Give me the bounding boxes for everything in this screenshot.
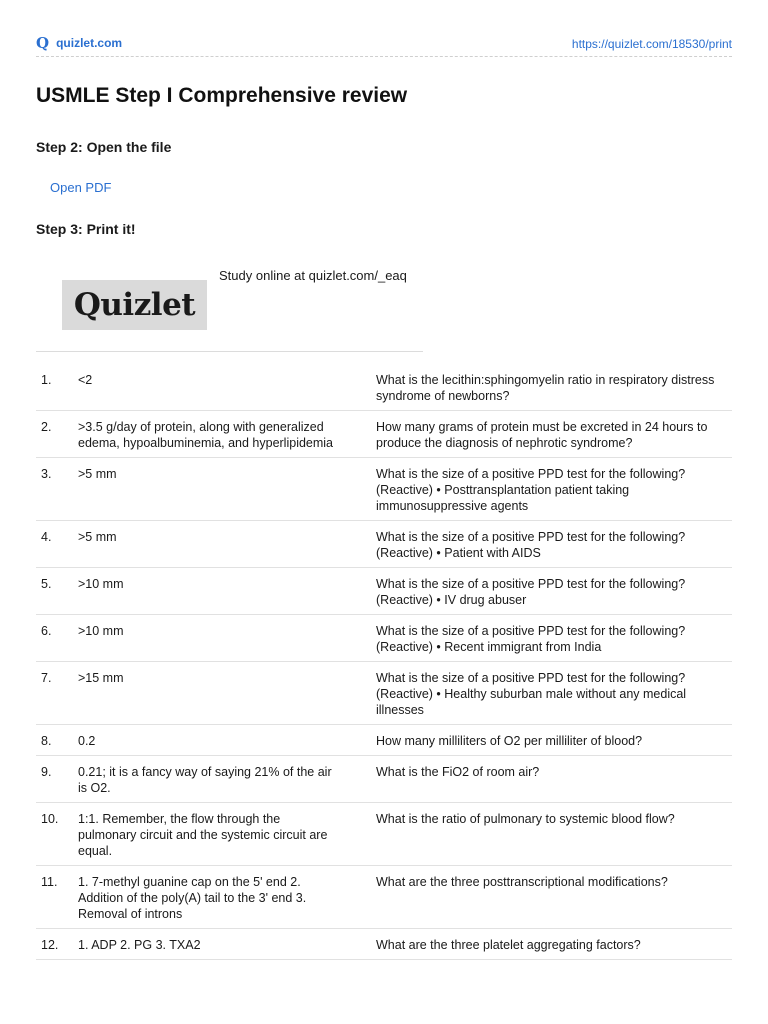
- card-definition: What is the size of a positive PPD test for the following? (Reactive) • Recent immigrant from India: [376, 624, 686, 654]
- card-number: 6.: [41, 624, 52, 638]
- card-number: 9.: [41, 765, 52, 779]
- card-definition: What are the three platelet aggregating factors?: [376, 938, 641, 952]
- divider: [36, 351, 423, 352]
- card-term: >5 mm: [78, 530, 117, 544]
- card-number: 2.: [41, 420, 52, 434]
- card-number: 10.: [41, 812, 59, 826]
- page-url-link[interactable]: https://quizlet.com/18530/print: [571, 37, 732, 51]
- card-definition: What is the size of a positive PPD test for the following? (Reactive) • Patient with AIDS: [376, 530, 686, 560]
- flashcard-row: [36, 725, 732, 756]
- flashcard-row: [36, 364, 732, 411]
- card-term: >3.5 g/day of protein, along with generalized edema, hypoalbuminemia, and hyperlipidemia: [78, 420, 334, 450]
- page-title: USMLE Step I Comprehensive review: [36, 84, 408, 107]
- card-definition: What is the FiO2 of room air?: [376, 765, 540, 779]
- card-term: >5 mm: [78, 467, 117, 481]
- card-number: 1.: [41, 373, 52, 387]
- flashcard-row: [36, 756, 732, 803]
- flashcard-list: [36, 364, 732, 960]
- flashcard-row: [36, 568, 732, 615]
- card-term: >10 mm: [78, 577, 124, 591]
- card-definition: What is the size of a positive PPD test for the following? (Reactive) • Healthy suburban male without any medical illnesses: [376, 671, 687, 717]
- flashcard-row: [36, 662, 732, 725]
- card-number: 3.: [41, 467, 52, 481]
- flashcard-row: [36, 521, 732, 568]
- card-term: 1. 7-methyl guanine cap on the 5' end 2. Addition of the poly(A) tail to the 3' end 3. Removal of introns: [78, 875, 307, 921]
- card-definition: What is the size of a positive PPD test for the following? (Reactive) • Posttransplantation patient taking immunosuppressive agents: [376, 467, 686, 513]
- brand[interactable]: [36, 36, 122, 50]
- card-term: >10 mm: [78, 624, 124, 638]
- step3-heading: Step 3: Print it!: [36, 221, 136, 237]
- flashcard-row: [36, 411, 732, 458]
- card-definition: What is the lecithin:sphingomyelin ratio in respiratory distress syndrome of newborns?: [376, 373, 715, 403]
- card-number: 11.: [41, 875, 58, 889]
- card-number: 8.: [41, 734, 52, 748]
- quizlet-logo-icon: Q: [36, 34, 50, 52]
- logo-wordmark: Quizlet: [73, 287, 196, 323]
- card-definition: What are the three posttranscriptional modifications?: [376, 875, 668, 889]
- study-online-text: Study online at quizlet.com/_eaq: [219, 268, 407, 283]
- card-number: 12.: [41, 938, 59, 952]
- quizlet-logo: [62, 280, 207, 330]
- page-header: [36, 34, 732, 57]
- brand-link[interactable]: quizlet.com: [56, 36, 123, 50]
- card-definition: What is the ratio of pulmonary to systemic blood flow?: [376, 812, 675, 826]
- flashcard-row: [36, 929, 732, 960]
- flashcard-row: [36, 615, 732, 662]
- card-term: 0.21; it is a fancy way of saying 21% of the air is O2.: [78, 765, 332, 795]
- card-definition: How many grams of protein must be excreted in 24 hours to produce the diagnosis of nephrotic syndrome?: [376, 420, 708, 450]
- card-term: 1. ADP 2. PG 3. TXA2: [78, 938, 201, 952]
- flashcard-row: [36, 458, 732, 521]
- card-term: <2: [78, 373, 93, 387]
- card-number: 4.: [41, 530, 52, 544]
- flashcard-row: [36, 866, 732, 929]
- card-number: 5.: [41, 577, 52, 591]
- card-term: 1:1. Remember, the flow through the pulmonary circuit and the systemic circuit are equal.: [78, 812, 328, 858]
- card-term: >15 mm: [78, 671, 124, 685]
- card-definition: How many milliliters of O2 per milliliter of blood?: [376, 734, 643, 748]
- card-definition: What is the size of a positive PPD test for the following? (Reactive) • IV drug abuser: [376, 577, 686, 607]
- card-term: 0.2: [78, 734, 96, 748]
- step2-heading: Step 2: Open the file: [36, 139, 172, 155]
- open-pdf-link[interactable]: Open PDF: [50, 180, 112, 195]
- flashcard-row: [36, 803, 732, 866]
- card-number: 7.: [41, 671, 52, 685]
